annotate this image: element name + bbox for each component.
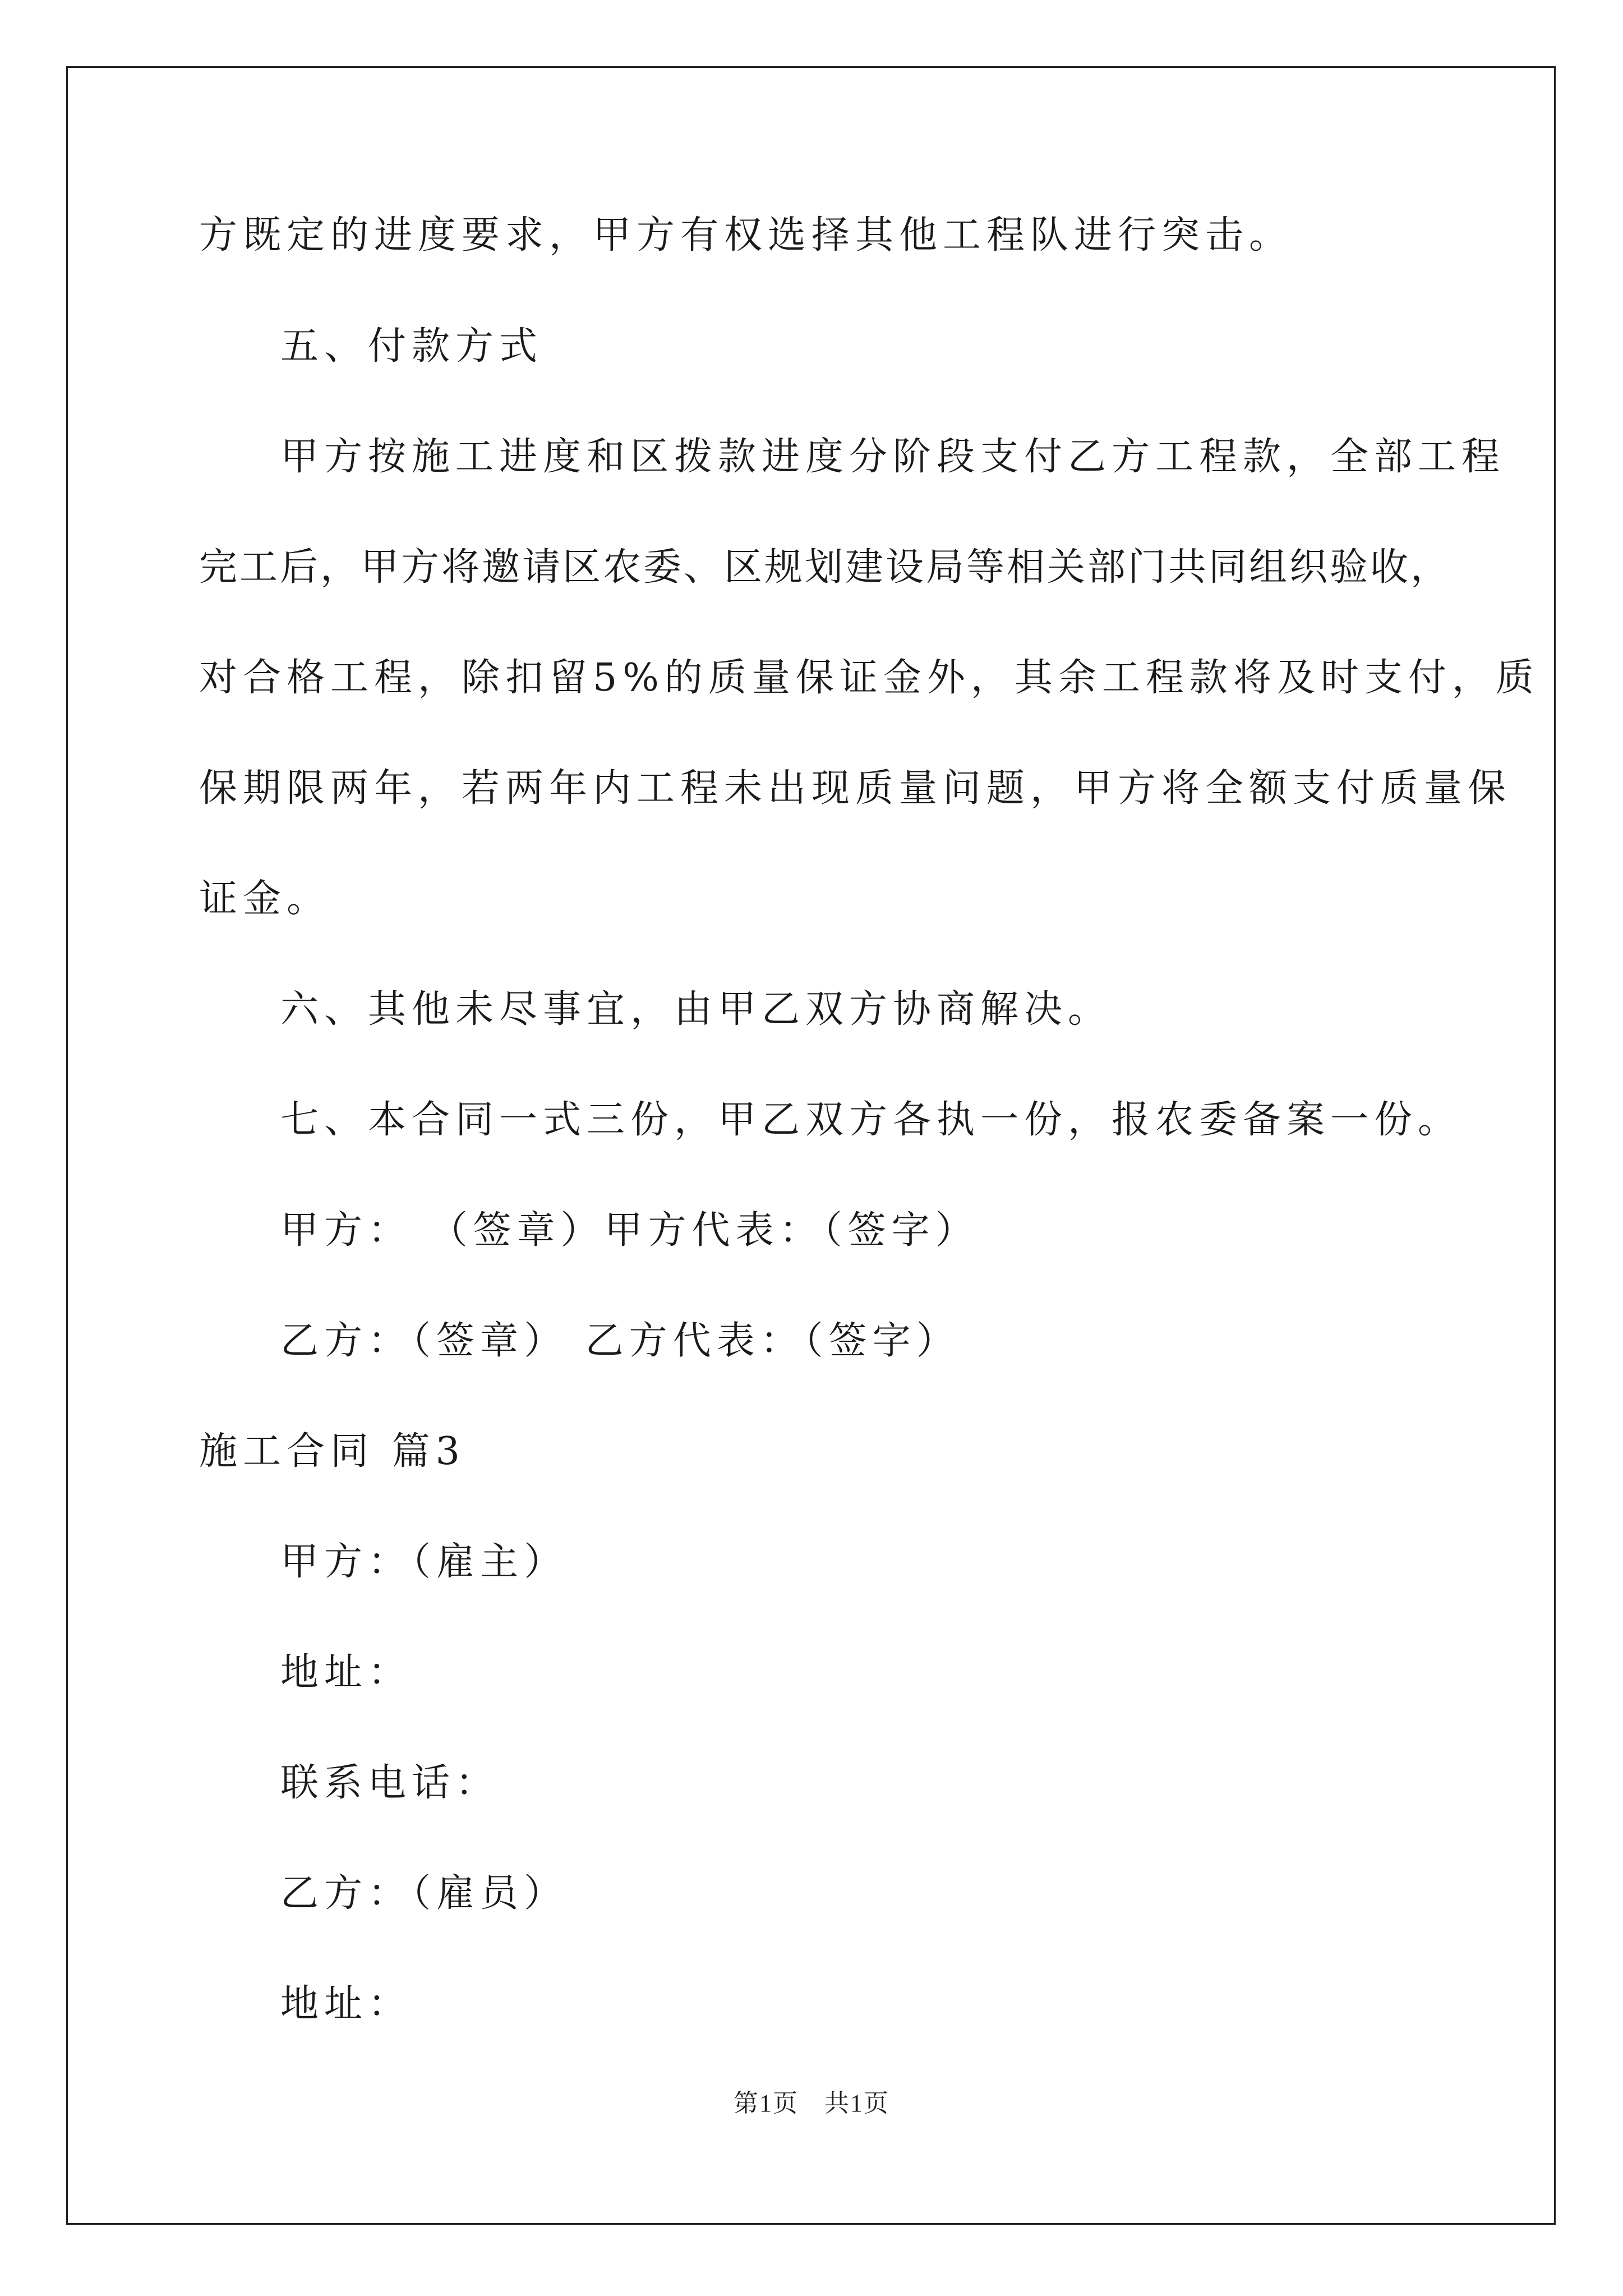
paragraph-line: 保期限两年，若两年内工程未出现质量问题，甲方将全额支付质量保 (199, 766, 1512, 811)
address-label: 地址： (280, 1650, 412, 1695)
phone-label: 联系电话： (280, 1761, 500, 1805)
paragraph-line: 方既定的进度要求，甲方有权选择其他工程队进行突击。 (199, 213, 1293, 257)
signature-line-party-a: 甲方： （签章）甲方代表：（签字） (280, 1208, 979, 1253)
paragraph-line: 对合格工程，除扣留5%的质量保证金外，其余工程款将及时支付，质 (199, 656, 1539, 700)
party-a-label: 甲方：（雇主） (280, 1540, 568, 1584)
address-label: 地址： (280, 1982, 412, 2026)
paragraph-line: 证金。 (199, 877, 331, 921)
page-number: 第1页 共1页 (734, 2090, 889, 2117)
paragraph-line: 甲方按施工进度和区拨款进度分阶段支付乙方工程款，全部工程 (280, 435, 1506, 479)
section-heading: 六、其他未尽事宜，由甲乙双方协商解决。 (280, 987, 1112, 1032)
section-heading: 七、本合同一式三份，甲乙双方各执一份，报农委备案一份。 (280, 1098, 1462, 1142)
document-title: 施工合同 篇3 (199, 1429, 465, 1474)
party-b-label: 乙方：（雇员） (280, 1871, 568, 1916)
section-heading: 五、付款方式 (280, 324, 543, 369)
paragraph-line: 完工后，甲方将邀请区农委、区规划建设局等相关部门共同组织验收， (199, 545, 1451, 590)
signature-line-party-b: 乙方：（签章） 乙方代表：（签字） (280, 1319, 960, 1363)
